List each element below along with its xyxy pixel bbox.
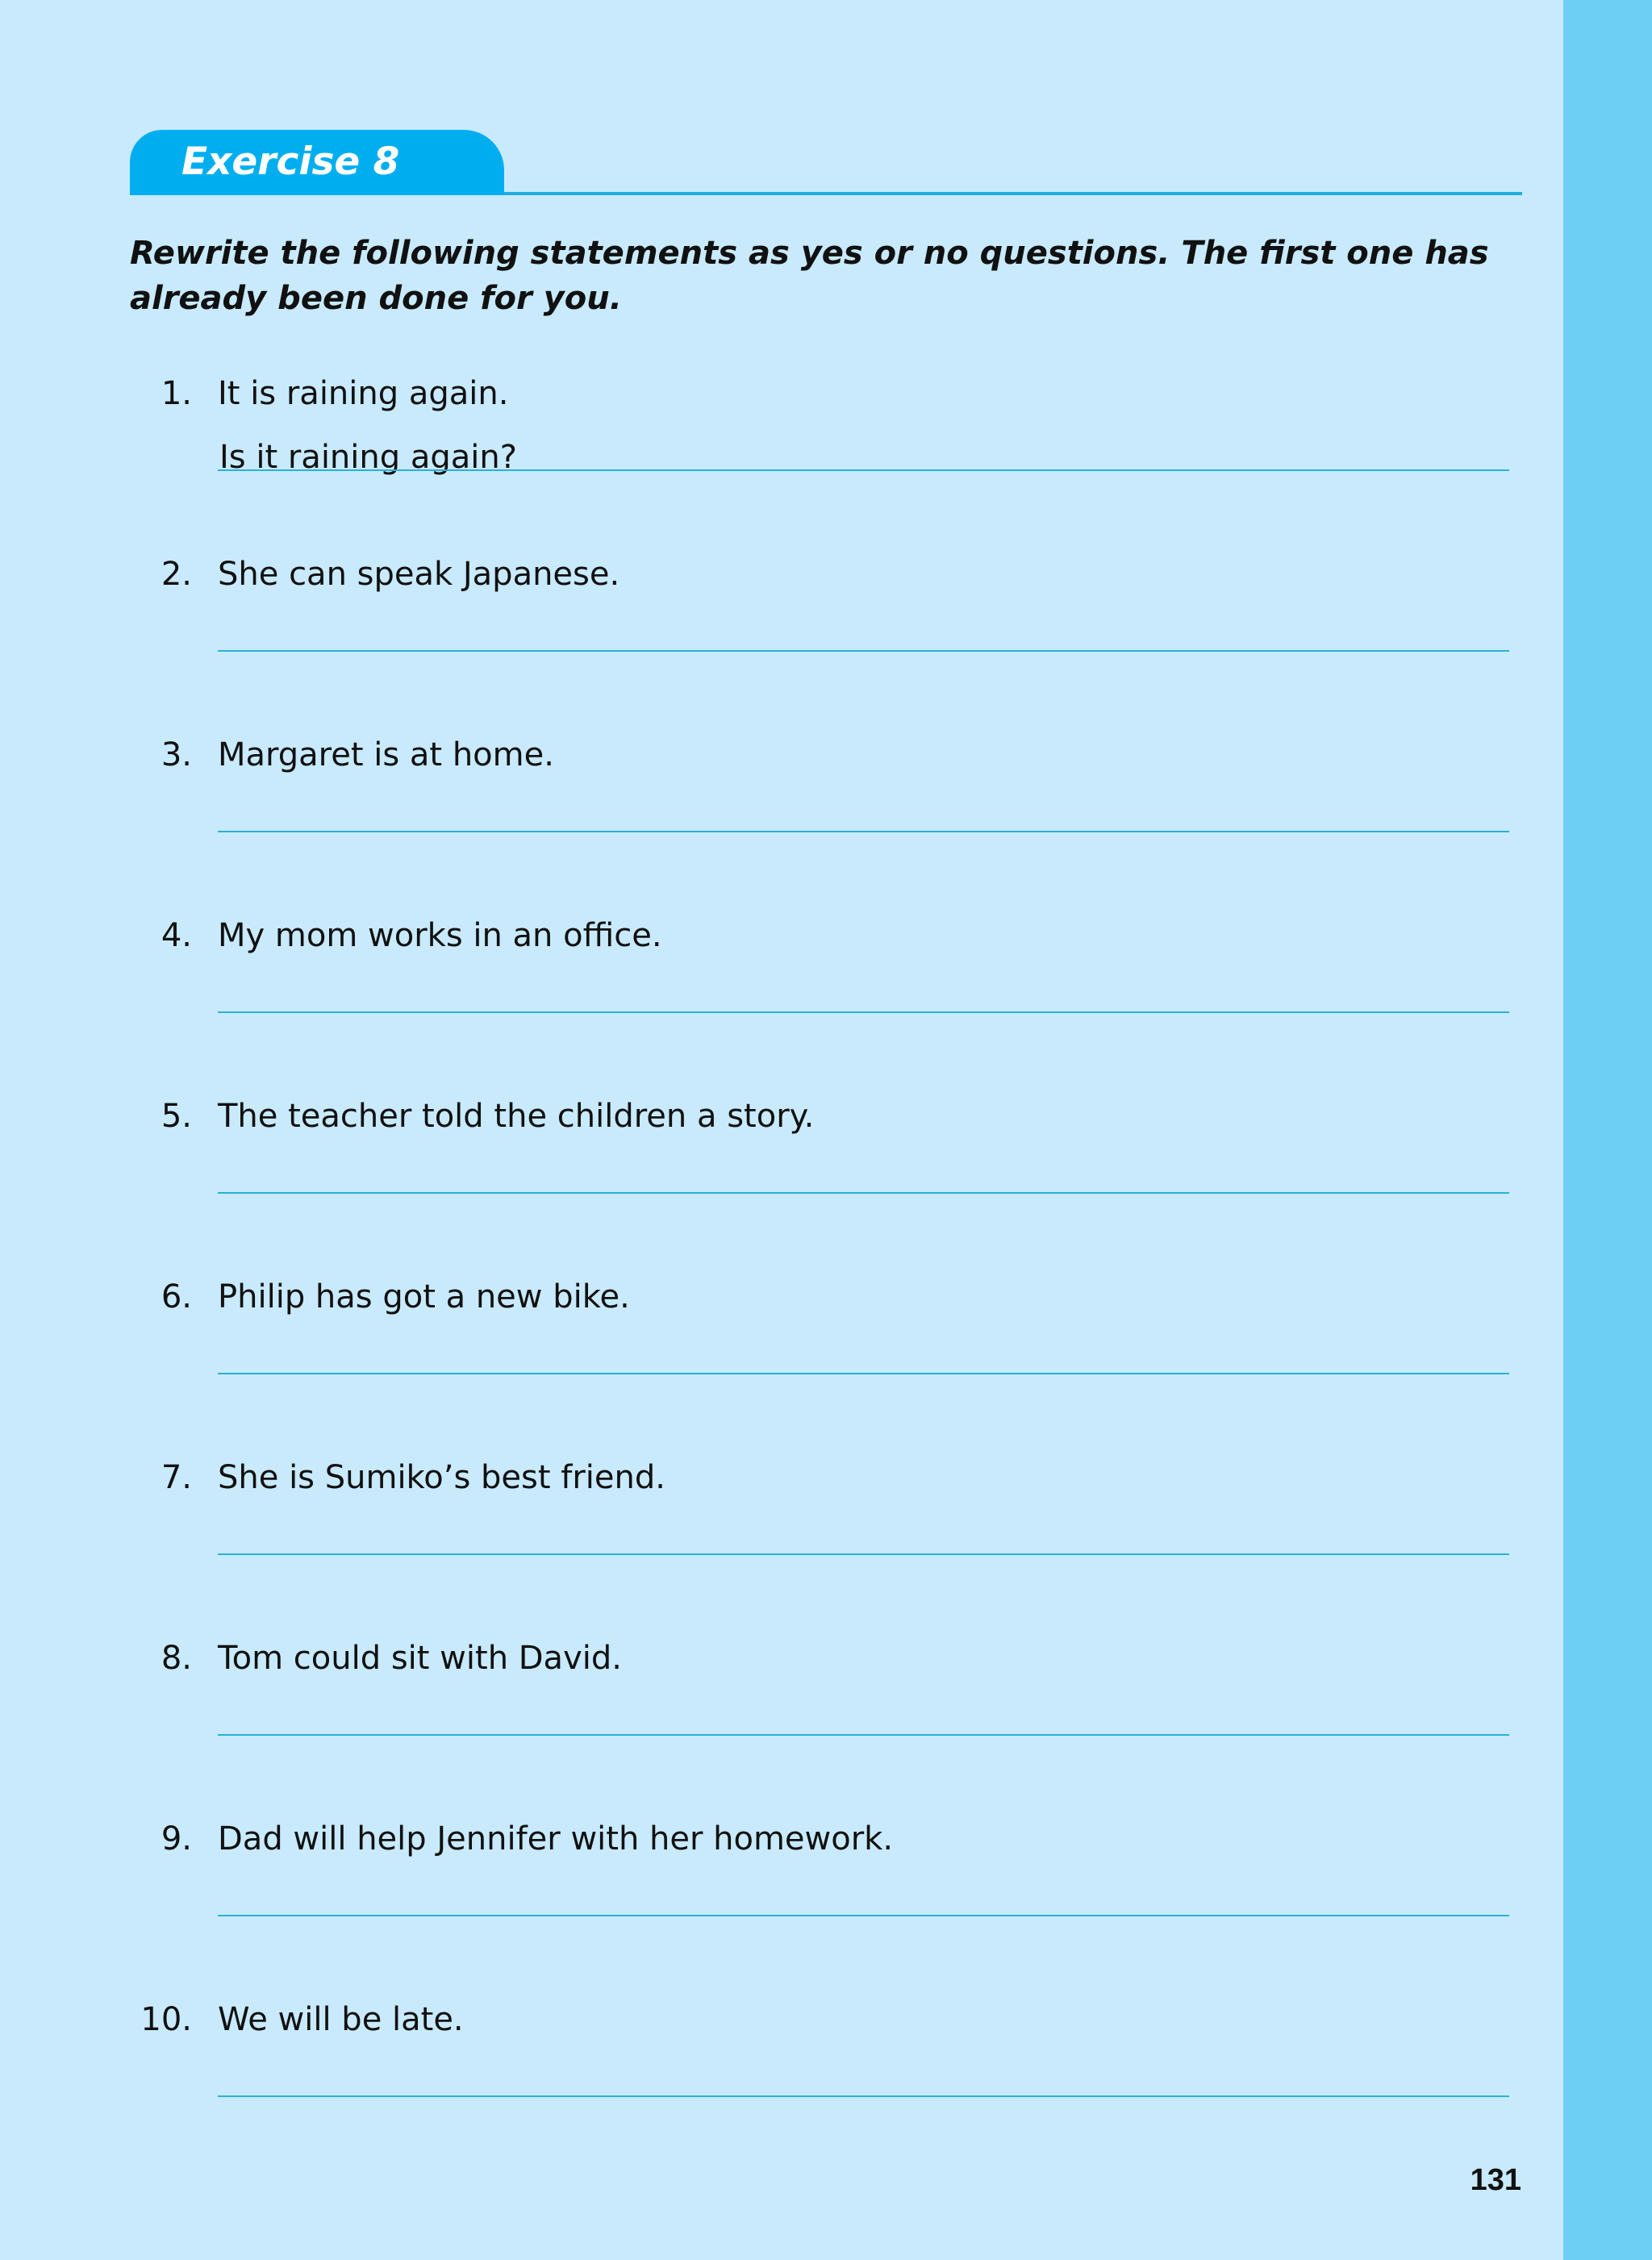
- item-number: 7.: [161, 1459, 192, 1496]
- answer-line[interactable]: [218, 1734, 1509, 1736]
- item-answer: Is it raining again?: [219, 439, 517, 476]
- item-number: 3.: [161, 736, 192, 773]
- instructions-part2: . The first one has already been done for you.: [130, 235, 1489, 317]
- answer-line[interactable]: [218, 831, 1509, 832]
- item-statement: Philip has got a new bike.: [218, 1278, 630, 1316]
- answer-line[interactable]: [218, 1915, 1509, 1916]
- item-number: 6.: [161, 1278, 192, 1316]
- instructions-emphasis: yes or no questions: [800, 235, 1158, 272]
- item-number: 9.: [161, 1820, 192, 1858]
- item-number: 1.: [161, 375, 192, 412]
- item-statement: Dad will help Jennifer with her homework.: [218, 1820, 894, 1858]
- item-statement: My mom works in an office.: [218, 917, 662, 954]
- side-color-strip: [1563, 0, 1652, 2260]
- answer-line[interactable]: [218, 650, 1509, 652]
- item-number: 4.: [161, 917, 192, 954]
- answer-line[interactable]: [218, 469, 1509, 471]
- answer-line[interactable]: [218, 2095, 1509, 2097]
- instructions: [130, 231, 1533, 321]
- instructions-part1: Rewrite the following statements as: [130, 235, 801, 272]
- exercise-item: [0, 1273, 1563, 1453]
- answer-line[interactable]: [218, 1011, 1509, 1013]
- item-statement: Tom could sit with David.: [218, 1640, 622, 1677]
- exercise-item: [0, 1634, 1563, 1815]
- item-number: 5.: [161, 1098, 192, 1135]
- exercise-item: [0, 731, 1563, 911]
- page-number: 131: [1470, 2163, 1521, 2197]
- item-statement: It is raining again.: [218, 375, 509, 412]
- exercise-item: [0, 1453, 1563, 1634]
- exercise-item: [0, 1815, 1563, 1995]
- item-number: 2.: [161, 556, 192, 593]
- item-statement: She is Sumiko’s best friend.: [218, 1459, 665, 1496]
- item-statement: We will be late.: [218, 2001, 464, 2038]
- item-number: 8.: [161, 1640, 192, 1677]
- exercise-item: [0, 369, 1563, 550]
- exercise-item: [0, 1092, 1563, 1273]
- item-statement: The teacher told the children a story.: [218, 1098, 815, 1135]
- item-statement: She can speak Japanese.: [218, 556, 620, 593]
- exercise-item: [0, 1995, 1563, 2176]
- answer-line[interactable]: [218, 1553, 1509, 1555]
- answer-line[interactable]: [218, 1373, 1509, 1374]
- exercise-title: Exercise 8: [181, 140, 400, 184]
- exercise-header-tab: [130, 130, 504, 195]
- item-statement: Margaret is at home.: [218, 736, 554, 773]
- item-number: 10.: [140, 2001, 192, 2038]
- answer-line[interactable]: [218, 1192, 1509, 1194]
- exercise-item: [0, 550, 1563, 731]
- exercise-item: [0, 911, 1563, 1092]
